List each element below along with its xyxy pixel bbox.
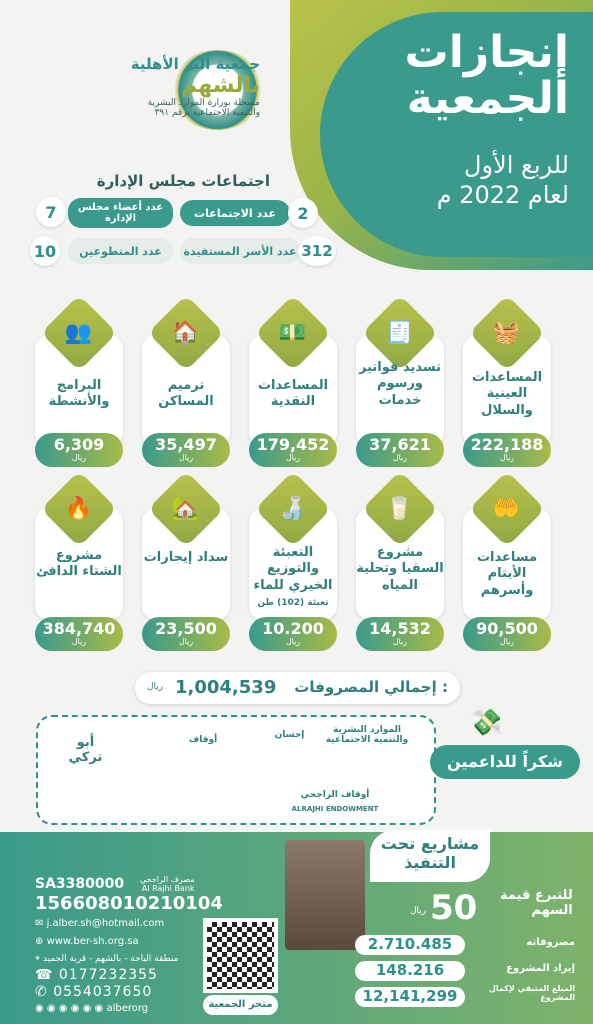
water-glass-icon: 🥛 (362, 471, 438, 547)
basket-icon: 🧺 (469, 295, 545, 371)
social-links[interactable]: ◉ ◉ ◉ ◉ ◉ ◉ alberorg (35, 1003, 149, 1014)
page-title: إنجازات الجمعية (404, 27, 569, 125)
sponsor-logo: أبو تركي (68, 735, 103, 765)
amount-badge: 384,740 ريال (35, 617, 123, 651)
amount-badge: 23,500 ريال (142, 617, 230, 651)
families-label: عدد الأسر المستفيدة (180, 238, 300, 264)
card-title: مشروع الشتاء الدافئ (36, 548, 122, 580)
org-name: جمعية البر الأهلية بالشهم مسجلة بوزارة الموارد البشرية والتنمية الاجتماعية برقم ٣٩١ (130, 55, 260, 118)
amount-badge: 37,621 ريال (356, 433, 444, 467)
sponsor-logo: الموارد البشرية والتنمية الاجتماعية (325, 725, 409, 745)
card-title: سداد إيجارات (143, 550, 229, 565)
total-expenses (135, 672, 460, 704)
meetings-label: عدد الاجتماعات (180, 200, 290, 226)
hands-icon: 🤲 (469, 471, 545, 547)
card-title: ترميم المساكن (158, 378, 214, 410)
card-title: المساعدات النقدية (257, 378, 329, 410)
volunteers-value: 10 (30, 236, 60, 266)
card-title: مساعدات الأيتام وأسرهم (476, 550, 538, 598)
amount-badge: 14,532 ريال (356, 617, 444, 651)
remaining-value: 12,141,299 (355, 987, 465, 1007)
card-note: تعبئة (102) طن (257, 598, 329, 608)
page-subtitle: للربع الأول لعام 2022 م (436, 151, 569, 209)
card-title: مشروع السقيا وتحلية المياه (356, 545, 444, 593)
card-title: البرامج والأنشطة (48, 378, 110, 410)
invoice-icon: 🧾 (362, 295, 438, 371)
heater-icon: 🔥 (41, 471, 117, 547)
bank-name: مصرف الراجحي Al Rajhi Bank (140, 875, 195, 893)
remaining-label: المبلغ المتبقي لإكمال المشروع (488, 984, 575, 1002)
sponsor-logo: أوقاف (188, 735, 218, 745)
house-hand-icon: 🏡 (148, 471, 224, 547)
members-label: عدد أعضاء مجلس الإدارة (68, 198, 173, 228)
amount-badge: 179,452 ريال (249, 433, 337, 467)
revenue-value: 148.216 (355, 961, 465, 981)
iban-line-1: SA3380000 (35, 876, 125, 892)
website[interactable]: ⊕ www.ber-sh.org.sa (35, 936, 139, 947)
expenses-value: 2.710.485 (355, 935, 465, 955)
thanks-banner: شكراً للداعمين (430, 745, 580, 779)
share-unit: ريال (410, 906, 427, 916)
projects-title: مشاريع تحت التنفيذ (370, 830, 490, 882)
donation-hand-icon: 💸 (470, 708, 503, 738)
expenses-label: مصروفاته (526, 937, 575, 948)
amount-badge: 35,497 ريال (142, 433, 230, 467)
amount-badge: 6,309 ريال (35, 433, 123, 467)
iban-line-2: 156608010210104 (35, 893, 223, 914)
total-value: 1,004,539 (175, 677, 277, 698)
card-title: المساعدات العينية والسلال (471, 370, 543, 418)
card-title: التعبئة والتوزيع الخيري للماء (253, 545, 333, 593)
members-value: 7 (36, 197, 66, 227)
email: ✉ j.alber.sh@hotmail.com (35, 918, 165, 929)
water-bottles-icon: 🍶 (255, 471, 331, 547)
sponsor-logo: ALRAJHI ENDOWMENT (291, 805, 379, 813)
money-icon: 💵 (255, 295, 331, 371)
meetings-value: 2 (288, 198, 318, 228)
people-icon: 👥 (41, 295, 117, 371)
amount-badge: 222,188 ريال (463, 433, 551, 467)
card-title: تسديد فواتير ورسوم خدمات (359, 360, 441, 408)
board-title: اجتماعات مجلس الإدارة (96, 172, 270, 190)
sponsor-logo: أوقاف الراجحي (300, 790, 370, 800)
amount-badge: 90,500 ريال (463, 617, 551, 651)
share-label: للتبرع قيمة السهم (500, 888, 573, 918)
families-value: 312 (298, 236, 336, 266)
location: ⌖ منطقة الباحة - بالشهم - قرية الحميد (35, 954, 179, 964)
house-repair-icon: 🏠 (148, 295, 224, 371)
qr-code[interactable] (203, 918, 278, 993)
store-link[interactable]: متجر الجمعية (203, 995, 278, 1015)
building-image (285, 840, 365, 950)
amount-badge: 10.200 ريال (249, 617, 337, 651)
phone-1[interactable]: ☎ 0177232355 (35, 967, 158, 983)
total-label: إجمالي المصروفات : (294, 678, 448, 696)
total-unit: ريال (147, 682, 164, 692)
phone-2[interactable]: ✆ 0554037650 (35, 984, 153, 1000)
share-value: 50 (430, 888, 478, 928)
revenue-label: إيراد المشروع (506, 963, 575, 974)
sponsor-logo: إحسان (274, 730, 305, 740)
volunteers-label: عدد المتطوعين (68, 238, 173, 264)
